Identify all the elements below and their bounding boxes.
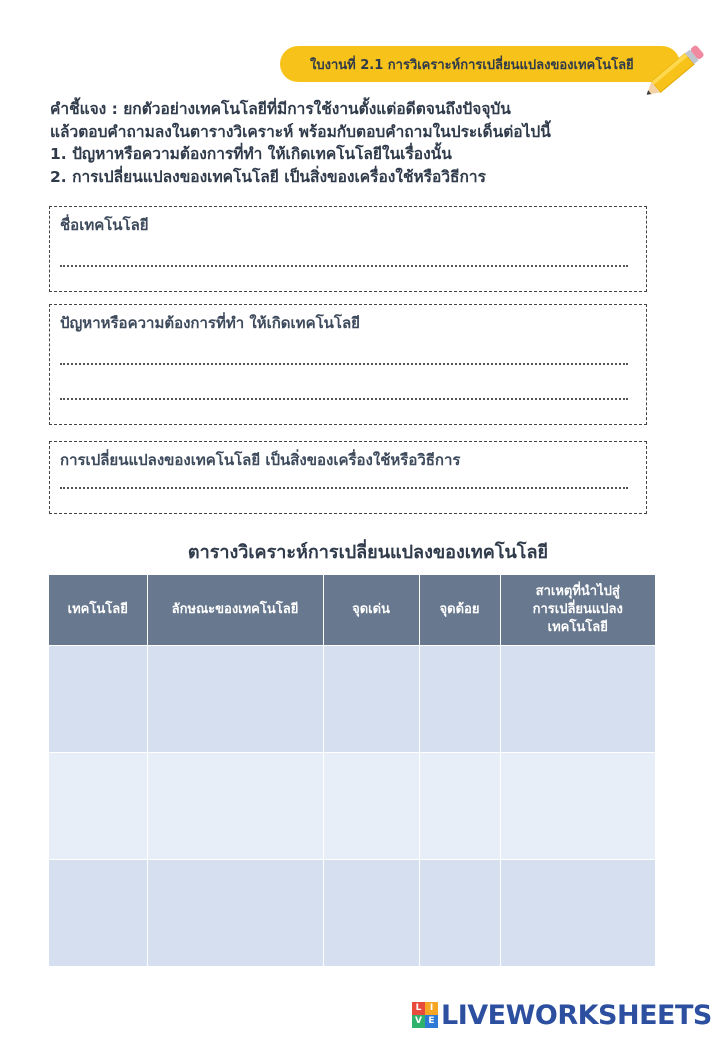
table-cell[interactable] <box>500 646 655 753</box>
technology-name-answer-line[interactable] <box>60 265 628 267</box>
table-cell[interactable] <box>147 860 323 967</box>
table-cell[interactable] <box>323 753 419 860</box>
header-causes <box>500 575 655 646</box>
instruction-line-4: 2. การเปลี่ยนแปลงของเทคโนโลยี เป็นสิ่งของเครื่องใช้หรือวิธีการ <box>50 167 486 186</box>
problem-box <box>49 304 647 425</box>
change-label: การเปลี่ยนแปลงของเทคโนโลยี เป็นสิ่งของเครื่องใช้หรือวิธีการ <box>60 451 461 469</box>
analysis-table <box>49 575 655 966</box>
instruction-line-3: 1. ปัญหาหรือความต้องการที่ทำ ให้เกิดเทคโนโลยีในเรื่องนั้น <box>50 145 452 163</box>
technology-name-box <box>49 206 647 292</box>
liveworksheets-wordmark: LIVEWORKSHEETS <box>441 999 712 1031</box>
header-characteristics: ลักษณะของเทคโนโลยี <box>147 575 323 646</box>
header-causes-line-1: สาเหตุที่นำไปสู่ <box>535 584 620 599</box>
liveworksheets-badge-icon <box>412 1002 438 1028</box>
table-row <box>49 753 655 860</box>
badge-letter-v: V <box>412 1015 425 1028</box>
liveworksheets-logo <box>412 998 712 1032</box>
table-cell[interactable] <box>147 646 323 753</box>
table-row <box>49 646 655 753</box>
header-strengths: จุดเด่น <box>323 575 419 646</box>
table-cell[interactable] <box>419 860 500 967</box>
table-header-row <box>49 575 655 646</box>
table-cell[interactable] <box>500 860 655 967</box>
instructions <box>50 98 670 188</box>
table-cell[interactable] <box>323 860 419 967</box>
pencil-icon <box>640 40 710 102</box>
problem-answer-line-1[interactable] <box>60 363 628 365</box>
instruction-line-1: คำชี้แจง : ยกตัวอย่างเทคโนโลยีที่มีการใช้งานตั้งแต่อดีตจนถึงปัจจุบัน <box>50 100 511 118</box>
header-weaknesses: จุดด้อย <box>419 575 500 646</box>
header-technology: เทคโนโลยี <box>49 575 147 646</box>
technology-name-label: ชื่อเทคโนโลยี <box>60 216 149 234</box>
table-cell[interactable] <box>500 753 655 860</box>
instruction-line-2: แล้วตอบคำถามลงในตารางวิเคราะห์ พร้อมกับตอบคำถามในประเด็นต่อไปนี้ <box>50 122 551 141</box>
badge-letter-i: I <box>425 1002 438 1015</box>
badge-letter-e: E <box>425 1015 438 1028</box>
problem-label: ปัญหาหรือความต้องการที่ทำ ให้เกิดเทคโนโลยี <box>60 314 360 332</box>
table-cell[interactable] <box>419 753 500 860</box>
badge-letter-l: L <box>412 1002 425 1015</box>
table-cell[interactable] <box>147 753 323 860</box>
table-cell[interactable] <box>49 753 147 860</box>
problem-answer-line-2[interactable] <box>60 398 628 400</box>
worksheet-title: ใบงานที่ 2.1 การวิเคราะห์การเปลี่ยนแปลงของเทคโนโลยี <box>310 57 634 73</box>
table-cell[interactable] <box>49 860 147 967</box>
change-box <box>49 441 647 514</box>
table-row <box>49 860 655 967</box>
table-cell[interactable] <box>323 646 419 753</box>
table-title: ตารางวิเคราะห์การเปลี่ยนแปลงของเทคโนโลยี <box>187 542 549 563</box>
change-answer-line[interactable] <box>60 487 628 489</box>
header-causes-line-3: เทคโนโลยี <box>547 620 608 635</box>
header-causes-line-2: การเปลี่ยนแปลง <box>532 602 623 617</box>
table-cell[interactable] <box>49 646 147 753</box>
worksheet-title-banner <box>280 46 680 82</box>
table-cell[interactable] <box>419 646 500 753</box>
